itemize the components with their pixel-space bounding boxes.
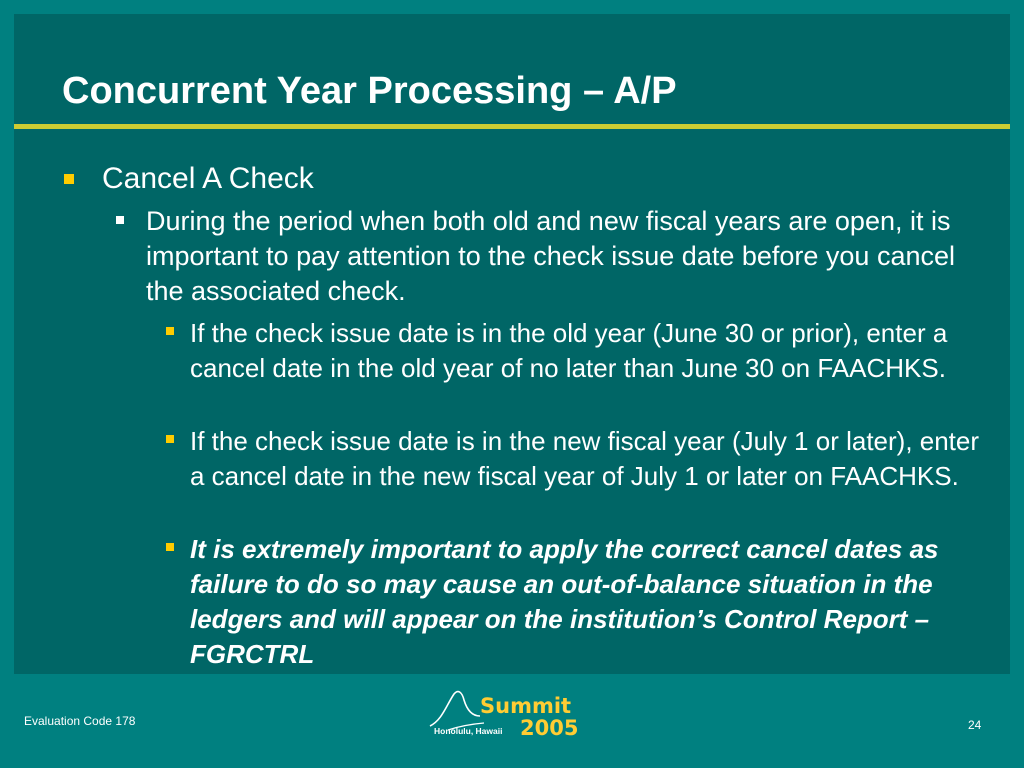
bullet-level1-text: Cancel A Check <box>102 162 314 195</box>
square-bullet-icon <box>116 216 124 224</box>
logo-name: Summit <box>480 694 572 718</box>
logo-year: 2005 <box>520 716 579 740</box>
bullet-level3-text: If the check issue date is in the old year (June 30 or prior), enter a cancel date in the old year of no later than June 30 on FAACHKS. <box>190 318 948 383</box>
logo-place: Honolulu, Hawaii <box>434 726 503 736</box>
square-bullet-icon <box>166 435 174 443</box>
page-number: 24 <box>968 718 982 732</box>
square-bullet-icon <box>166 327 174 335</box>
square-bullet-icon <box>166 543 174 551</box>
evaluation-code: Evaluation Code 178 <box>24 714 136 728</box>
bullet-level3-text: If the check issue date is in the new fiscal year (July 1 or later), enter a cancel date in the new fiscal year of July 1 or later on FAACHKS. <box>190 426 980 491</box>
bullet-level2-text: During the period when both old and new fiscal years are open, it is important to pay attention to the check issue date before you cancel the associated check. <box>146 206 955 306</box>
slide-title: Concurrent Year Processing – A/P <box>62 70 677 112</box>
square-bullet-icon <box>64 174 74 184</box>
bullet-level3-emphasis-text: It is extremely important to apply the correct cancel dates as failure to do so may cause an out-of-balance situation in the ledgers and will appear on the institution’s Control Report – FGRCTRL <box>190 534 939 669</box>
